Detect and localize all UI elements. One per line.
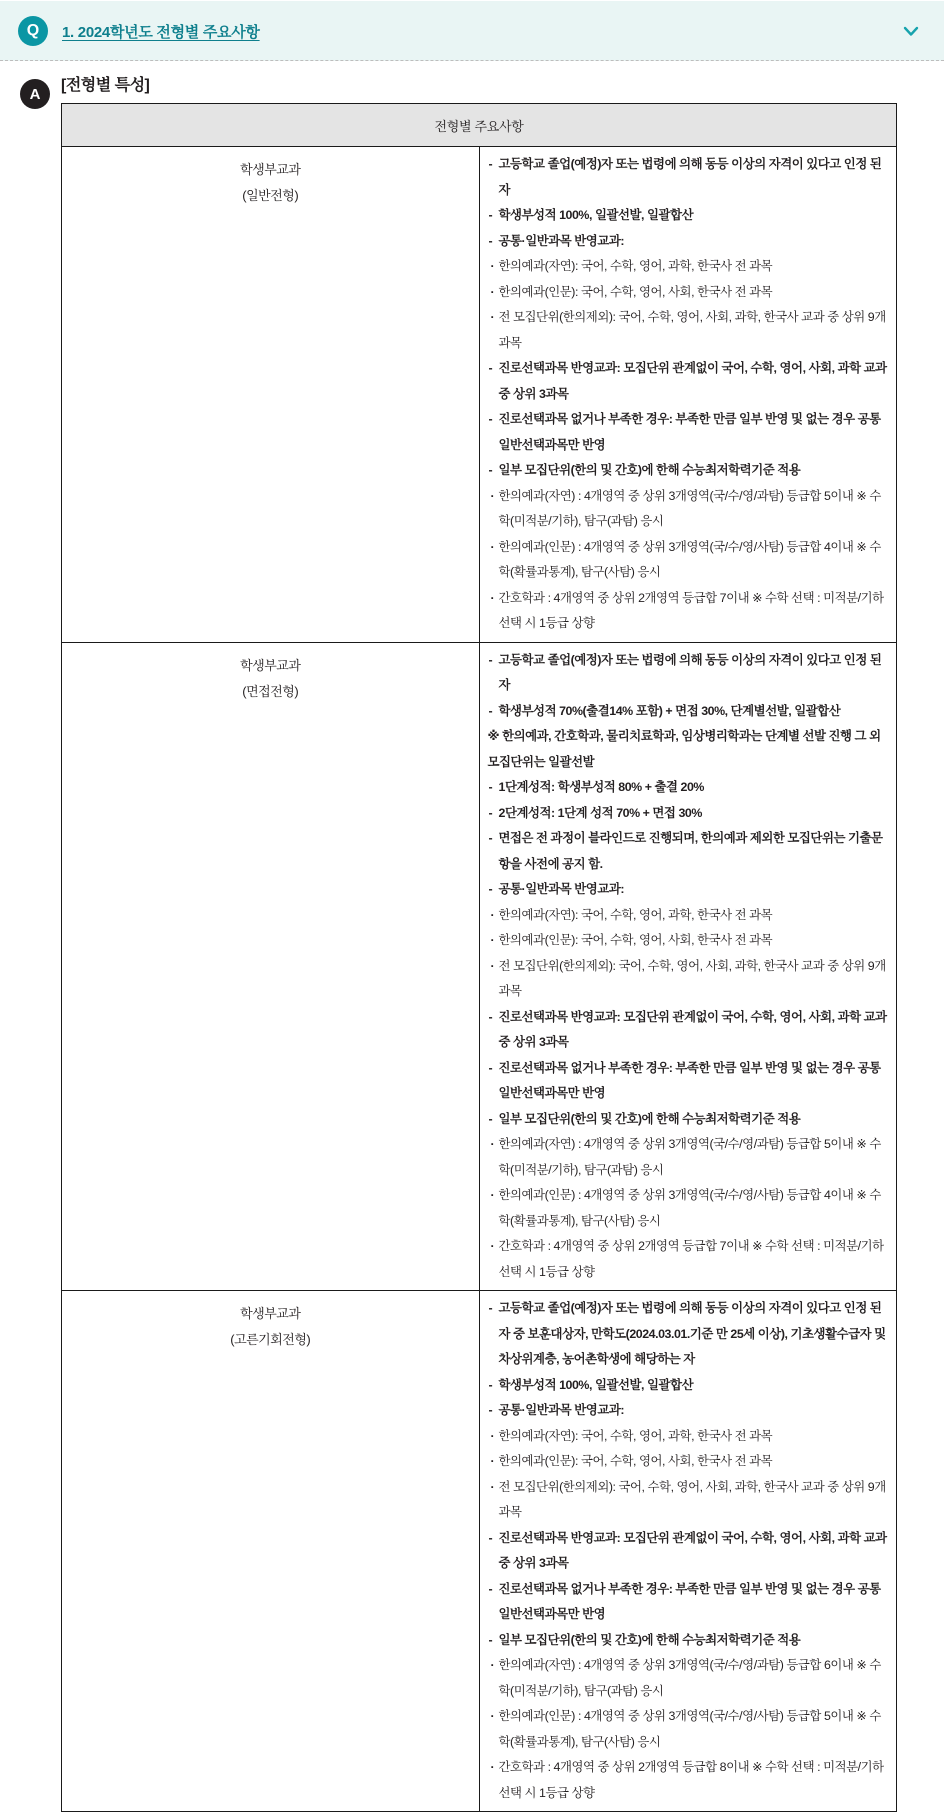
admission-type-cell — [62, 1291, 480, 1812]
detail-item: - 2단계성적: 1단계 성적 70% + 면접 30% — [488, 801, 891, 827]
admission-type-subname: (면접전형) — [242, 683, 299, 699]
detail-item: - 진로선택과목 반영교과: 모집단위 관계없이 국어, 수학, 영어, 사회, 과학 교과 중 상위 3과목 — [488, 1526, 891, 1577]
detail-item: - 진로선택과목 없거나 부족한 경우: 부족한 만큼 일부 반영 및 없는 경우 공통일반선택과목만 반영 — [488, 1577, 891, 1628]
detail-item: - 공통·일반과목 반영교과: — [488, 229, 891, 255]
chevron-down-icon[interactable] — [900, 20, 922, 42]
table-column-header: 전형별 주요사항 — [62, 104, 897, 147]
detail-item: · 한의예과(인문): 국어, 수학, 영어, 사회, 한국사 전 과목 — [488, 280, 891, 306]
detail-item: - 고등학교 졸업(예정)자 또는 법령에 의해 동등 이상의 자격이 있다고 인정 된 자 중 보훈대상자, 만학도(2024.03.01.기준 만 25세 이상), 기초생활수급자 및 차상위계층, 농어촌학생에 해당하는 자 — [488, 1296, 891, 1373]
detail-item: · 한의예과(자연): 국어, 수학, 영어, 과학, 한국사 전 과목 — [488, 903, 891, 929]
table-row — [62, 642, 897, 1291]
admission-type-cell — [62, 642, 480, 1291]
answer-content — [61, 61, 897, 1812]
detail-item: · 한의예과(인문): 국어, 수학, 영어, 사회, 한국사 전 과목 — [488, 928, 891, 954]
detail-item: · 한의예과(인문) : 4개영역 중 상위 3개영역(국/수/영/사탐) 등급합 5이내 ※ 수학(확률과통계), 탐구(사탐) 응시 — [488, 1704, 891, 1755]
detail-item: - 학생부성적 100%, 일괄선발, 일괄합산 — [488, 203, 891, 229]
detail-item: - 고등학교 졸업(예정)자 또는 법령에 의해 동등 이상의 자격이 있다고 인정 된 자 — [488, 648, 891, 699]
admission-type-subname: (고른기회전형) — [230, 1332, 311, 1347]
detail-list — [488, 648, 891, 1286]
detail-item: · 한의예과(자연) : 4개영역 중 상위 3개영역(국/수/영/과탐) 등급합 5이내 ※ 수학(미적분/기하), 탐구(과탐) 응시 — [488, 484, 891, 535]
detail-item: - 일부 모집단위(한의 및 간호)에 한해 수능최저학력기준 적용 — [488, 1628, 891, 1654]
detail-item: · 전 모집단위(한의제외): 국어, 수학, 영어, 사회, 과학, 한국사 교과 중 상위 9개 과목 — [488, 1475, 891, 1526]
table-header-row — [62, 104, 897, 147]
question-badge: Q — [18, 16, 48, 46]
detail-item: · 한의예과(자연) : 4개영역 중 상위 3개영역(국/수/영/과탐) 등급합 6이내 ※ 수학(미적분/기하), 탐구(과탐) 응시 — [488, 1653, 891, 1704]
detail-item: - 진로선택과목 없거나 부족한 경우: 부족한 만큼 일부 반영 및 없는 경우 공통일반선택과목만 반영 — [488, 1056, 891, 1107]
answer-badge: A — [20, 79, 50, 109]
detail-item: · 한의예과(인문) : 4개영역 중 상위 3개영역(국/수/영/사탐) 등급합 4이내 ※ 수학(확률과통계), 탐구(사탐) 응시 — [488, 535, 891, 586]
detail-item: · 한의예과(인문) : 4개영역 중 상위 3개영역(국/수/영/사탐) 등급합 4이내 ※ 수학(확률과통계), 탐구(사탐) 응시 — [488, 1183, 891, 1234]
page-title: [전형별 특성] — [61, 77, 150, 94]
detail-item: · 전 모집단위(한의제외): 국어, 수학, 영어, 사회, 과학, 한국사 교과 중 상위 9개 과목 — [488, 305, 891, 356]
admission-type-name: 학생부교과 — [240, 657, 301, 673]
detail-item: - 진로선택과목 없거나 부족한 경우: 부족한 만큼 일부 반영 및 없는 경우 공통일반선택과목만 반영 — [488, 407, 891, 458]
detail-item: · 한의예과(인문): 국어, 수학, 영어, 사회, 한국사 전 과목 — [488, 1449, 891, 1475]
detail-item: - 일부 모집단위(한의 및 간호)에 한해 수능최저학력기준 적용 — [488, 458, 891, 484]
detail-item: - 공통·일반과목 반영교과: — [488, 1398, 891, 1424]
admission-detail-cell — [479, 642, 897, 1291]
detail-item: · 한의예과(자연): 국어, 수학, 영어, 과학, 한국사 전 과목 — [488, 1424, 891, 1450]
detail-item: - 1단계성적: 학생부성적 80% + 출결 20% — [488, 775, 891, 801]
detail-item: - 진로선택과목 반영교과: 모집단위 관계없이 국어, 수학, 영어, 사회, 과학 교과 중 상위 3과목 — [488, 1005, 891, 1056]
admission-detail-cell — [479, 1291, 897, 1812]
faq-question-title[interactable]: 1. 2024학년도 전형별 주요사항 — [62, 23, 260, 41]
admission-types-table — [61, 103, 897, 1812]
table-body — [62, 147, 897, 1812]
table-row — [62, 147, 897, 643]
detail-list — [488, 1296, 891, 1806]
detail-item: - 면접은 전 과정이 블라인드로 진행되며, 한의예과 제외한 모집단위는 기출문항을 사전에 공지 함. — [488, 826, 891, 877]
detail-item: ※ 한의예과, 간호학과, 물리치료학과, 임상병리학과는 단계별 선발 진행 그 외 모집단위는 일괄선발 — [487, 729, 881, 769]
detail-item: - 학생부성적 70%(출결14% 포함) + 면접 30%, 단계별선발, 일괄합산 — [488, 699, 891, 725]
table-row — [62, 1291, 897, 1812]
detail-item: · 한의예과(자연): 국어, 수학, 영어, 과학, 한국사 전 과목 — [488, 254, 891, 280]
faq-question-header[interactable] — [0, 0, 944, 61]
faq-answer-body — [0, 61, 944, 1812]
admission-type-name: 학생부교과 — [240, 1306, 301, 1321]
detail-item: · 간호학과 : 4개영역 중 상위 2개영역 등급합 7이내 ※ 수학 선택 : 미적분/기하 선택 시 1등급 상향 — [488, 586, 891, 637]
detail-item: - 일부 모집단위(한의 및 간호)에 한해 수능최저학력기준 적용 — [488, 1107, 891, 1133]
admission-type-name: 학생부교과 — [240, 162, 301, 177]
admission-type-cell — [62, 147, 480, 643]
detail-item: - 공통·일반과목 반영교과: — [488, 877, 891, 903]
detail-item: - 학생부성적 100%, 일괄선발, 일괄합산 — [488, 1373, 891, 1399]
detail-item: - 진로선택과목 반영교과: 모집단위 관계없이 국어, 수학, 영어, 사회, 과학 교과 중 상위 3과목 — [488, 356, 891, 407]
detail-list — [488, 152, 891, 637]
admission-type-subname: (일반전형) — [242, 188, 299, 203]
detail-item: - 고등학교 졸업(예정)자 또는 법령에 의해 동등 이상의 자격이 있다고 인정 된 자 — [488, 152, 891, 203]
detail-item: · 간호학과 : 4개영역 중 상위 2개영역 등급합 8이내 ※ 수학 선택 : 미적분/기하 선택 시 1등급 상향 — [488, 1755, 891, 1806]
table-head — [62, 104, 897, 147]
detail-item: · 한의예과(자연) : 4개영역 중 상위 3개영역(국/수/영/과탐) 등급합 5이내 ※ 수학(미적분/기하), 탐구(과탐) 응시 — [488, 1132, 891, 1183]
admission-detail-cell — [479, 147, 897, 643]
detail-item: · 간호학과 : 4개영역 중 상위 2개영역 등급합 7이내 ※ 수학 선택 : 미적분/기하 선택 시 1등급 상향 — [488, 1234, 891, 1285]
detail-item: · 전 모집단위(한의제외): 국어, 수학, 영어, 사회, 과학, 한국사 교과 중 상위 9개 과목 — [488, 954, 891, 1005]
